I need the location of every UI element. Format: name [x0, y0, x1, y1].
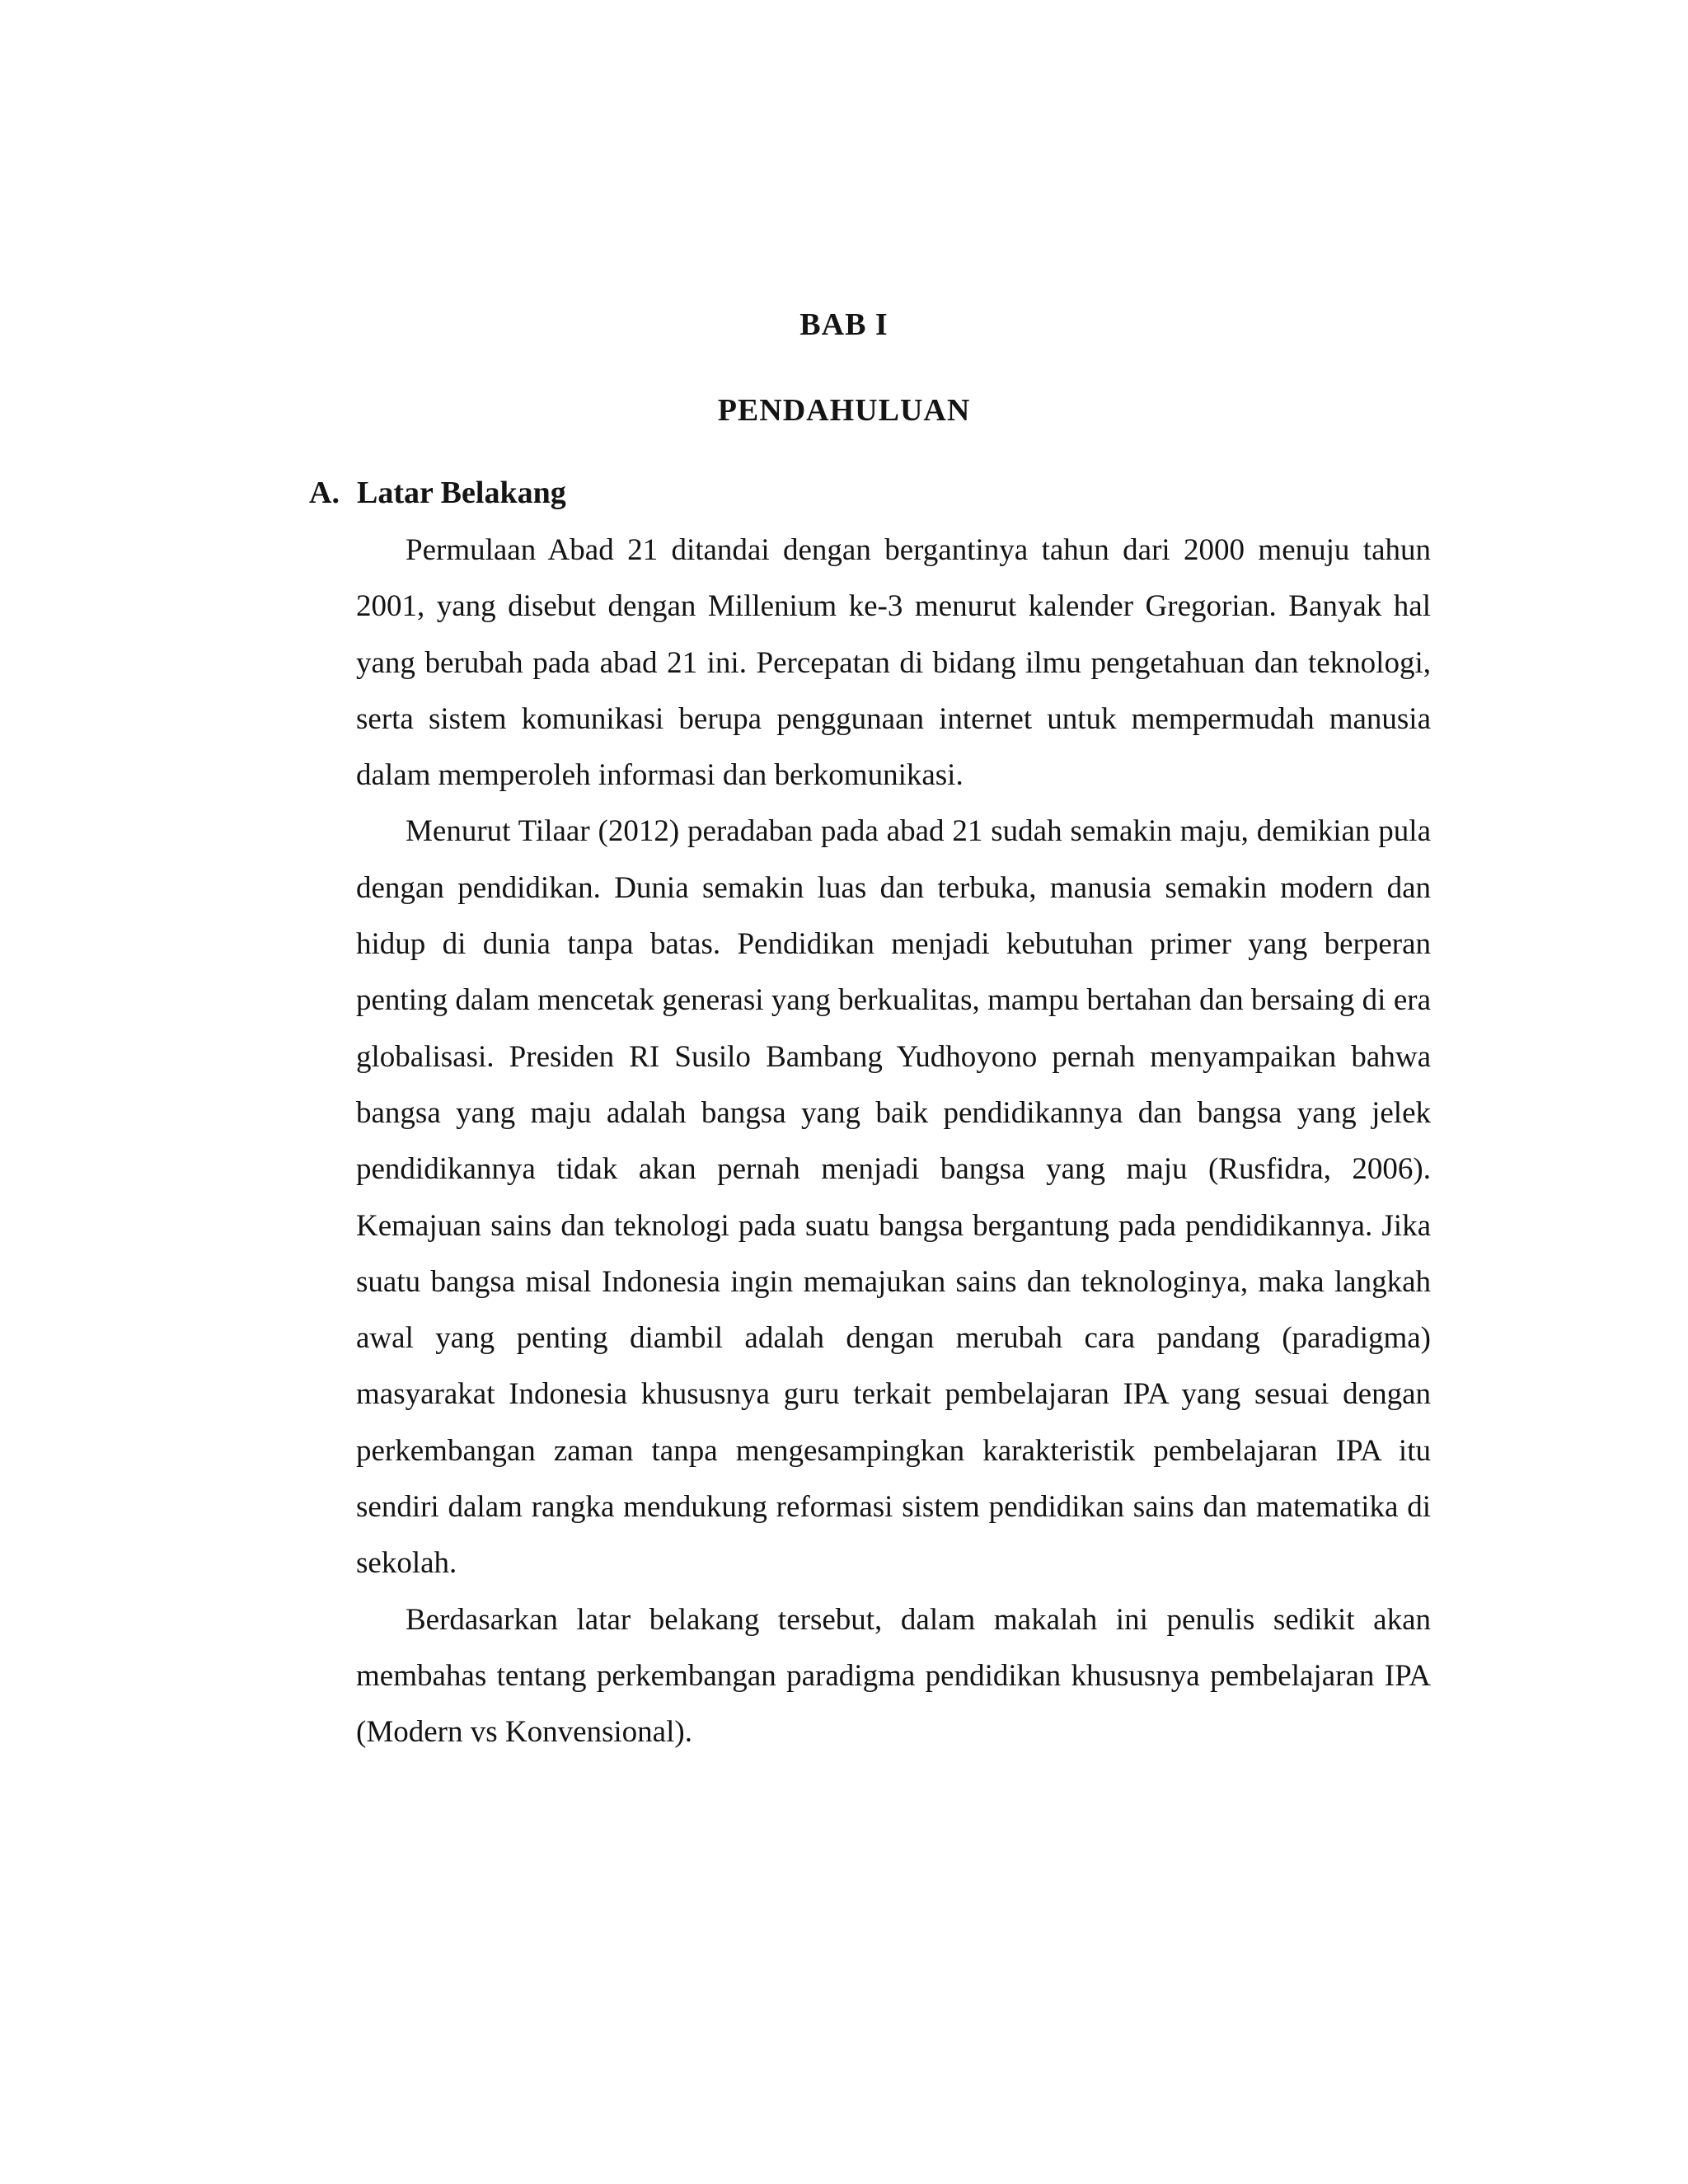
chapter-number: BAB I: [799, 307, 889, 342]
body-text: [356, 523, 1431, 1761]
section-letter: A.: [309, 476, 340, 510]
paragraph-2: Menurut Tilaar (2012) peradaban pada abad 21 sudah semakin maju, demikian pula dengan pendidikan. Dunia semakin luas dan terbuka, manusia semakin modern dan hidup di dunia tanpa batas. Pendidikan menjadi kebutuhan primer yang berperan penting dalam mencetak generasi yang berkualitas, mampu bertahan dan bersaing di era globalisasi. Presiden RI Susilo Bambang Yudhoyono pernah menyampaikan bahwa bangsa yang maju adalah bangsa yang baik pendidikannya dan bangsa yang jelek pendidikannya tidak akan pernah menjadi bangsa yang maju (Rusfidra, 2006). Kemajuan sains dan teknologi pada suatu bangsa bergantung pada pendidikannya. Jika suatu bangsa misal Indonesia ingin memajukan sains dan teknologinya, maka langkah awal yang penting diambil adalah dengan merubah cara pandang (paradigma) masyarakat Indonesia khususnya guru terkait pembelajaran IPA yang sesuai dengan perkembangan zaman tanpa mengesampingkan karakteristik pembelajaran IPA itu sendiri dalam rangka mendukung reformasi sistem pendidikan sains dan matematika di sekolah.: [356, 814, 1431, 1581]
paragraph-3: Berdasarkan latar belakang tersebut, dalam makalah ini penulis sedikit akan membahas tentang perkembangan paradigma pendidikan khususnya pembelajaran IPA (Modern vs Konvensional).: [356, 1602, 1431, 1750]
section-heading: [309, 473, 566, 513]
paragraph-1: Permulaan Abad 21 ditandai dengan bergantinya tahun dari 2000 menuju tahun 2001, yang disebut dengan Millenium ke-3 menurut kalender Gregorian. Banyak hal yang berubah pada abad 21 ini. Percepatan di bidang ilmu pengetahuan dan teknologi, serta sistem komunikasi berupa penggunaan internet untuk mempermudah manusia dalam memperoleh informasi dan berkomunikasi.: [356, 533, 1431, 793]
section-title: Latar Belakang: [357, 476, 566, 510]
chapter-title: PENDAHULUAN: [717, 393, 971, 428]
